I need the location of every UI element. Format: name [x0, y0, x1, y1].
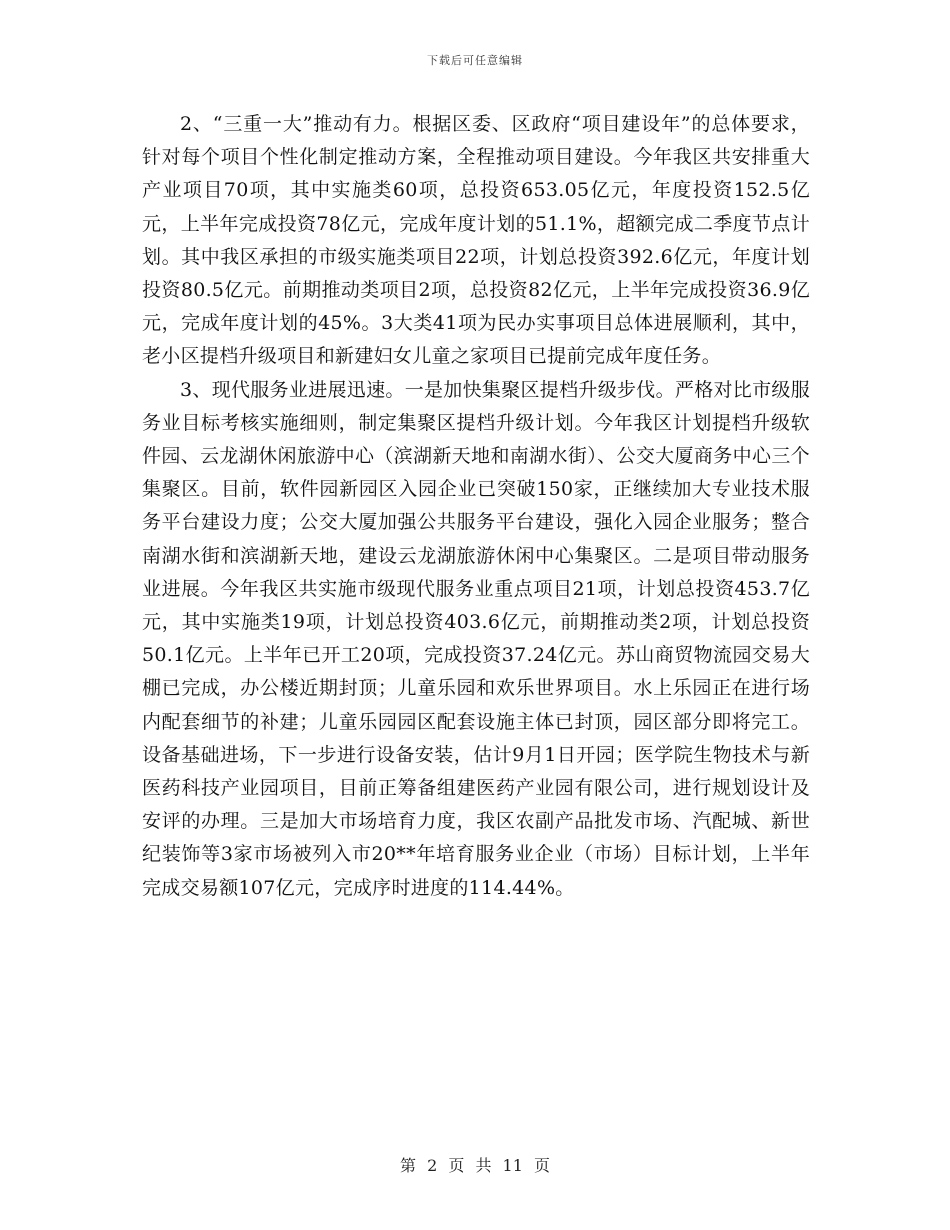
page-number: 第 2 页 共 11 页 — [400, 1156, 550, 1175]
document-body — [142, 108, 810, 905]
page-header: 下载后可任意编辑 — [427, 54, 523, 67]
paragraph-modern-services: 3、现代服务业进展迅速。一是加快集聚区提档升级步伐。严格对比市级服务业目标考核实施细则，制定集聚区提档升级计划。今年我区计划提档升级软件园、云龙湖休闲旅游中心（滨湖新天地和南湖水街）、公交大厦商务中心三个集聚区。目前，软件园新园区入园企业已突破150家，正继续加大专业技术服务平台建设力度；公交大厦加强公共服务平台建设，强化入园企业服务；整合南湖水街和滨湖新天地，建设云龙湖旅游休闲中心集聚区。二是项目带动服务业进展。今年我区共实施市级现代服务业重点项目21项，计划总投资453.7亿元，其中实施类19项，计划总投资403.6亿元，前期推动类2项，计划总投资50.1亿元。上半年已开工20项，完成投资37.24亿元。苏山商贸物流园交易大棚已完成，办公楼近期封顶；儿童乐园和欢乐世界项目。水上乐园正在进行场内配套细节的补建；儿童乐园园区配套设施主体已封顶，园区部分即将完工。设备基础进场，下一步进行设备安装，估计9月1日开园；医学院生物技术与新医药科技产业园项目，目前正筹备组建医药产业园有限公司，进行规划设计及安评的办理。三是加大市场培育力度，我区农副产品批发市场、汽配城、新世纪装饰等3家市场被列入市20**年培育服务业企业（市场）目标计划，上半年完成交易额107亿元，完成序时进度的114.44%。 — [142, 378, 810, 899]
paragraph-project-promotion: 2、“三重一大”推动有力。根据区委、区政府“项目建设年”的总体要求，针对每个项目个性化制定推动方案，全程推动项目建设。今年我区共安排重大产业项目70项，其中实施类60项，总投资653.05亿元，年度投资152.5亿元，上半年完成投资78亿元，完成年度计划的51.1%，超额完成二季度节点计划。其中我区承担的市级实施类项目22项，计划总投资392.6亿元，年度计划投资80.5亿元。前期推动类项目2项，总投资82亿元，上半年完成投资36.9亿元，完成年度计划的45%。3大类41项为民办实事项目总体进展顺利，其中，老小区提档升级项目和新建妇女儿童之家项目已提前完成年度任务。 — [142, 113, 810, 368]
